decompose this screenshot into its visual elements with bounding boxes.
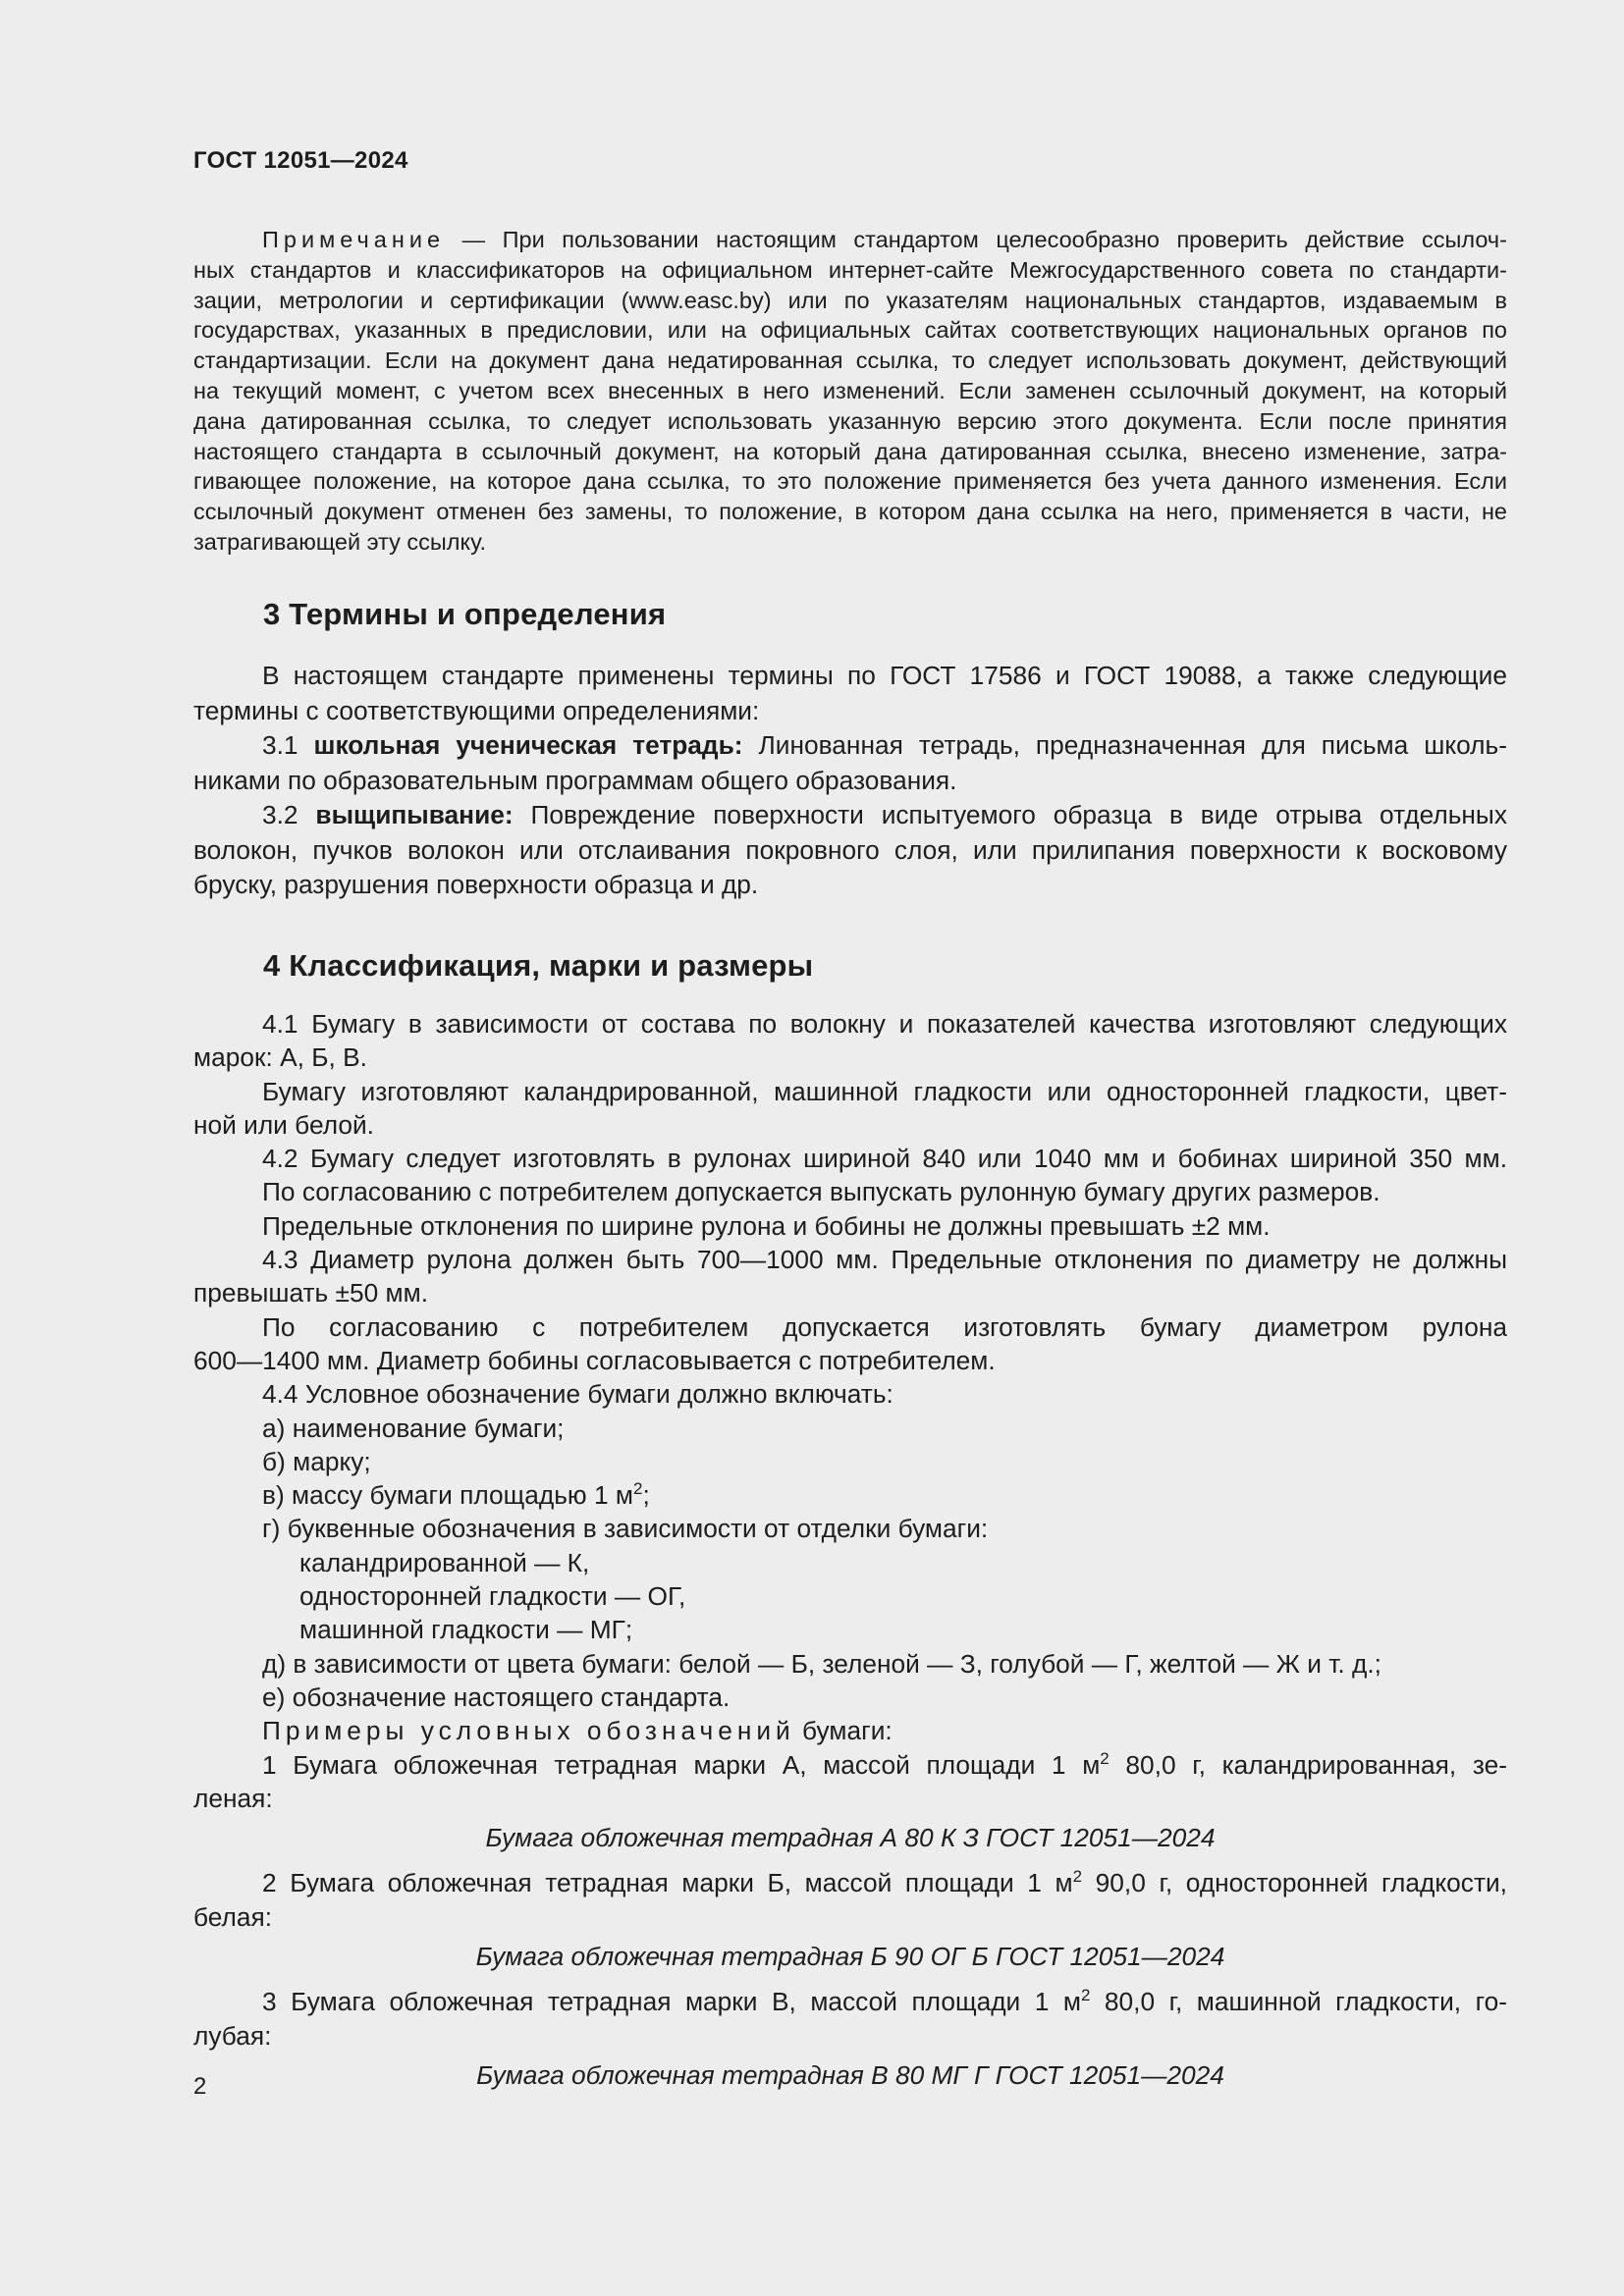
example-1: 1 Бумага обложечная тетрадная марки А, массой площади 1 $м^2$ 80,0 г, каландрированная, зе- [262,1748,1507,1780]
note-line: дана датированная ссылка, то следует использовать указанную версию этого документа. Если после принятия [193,407,1507,434]
term-name: выщипывание: [315,800,514,829]
paragraph-line: лубая: [193,2020,272,2051]
term-name: школьная ученическая тетрадь: [313,730,743,760]
section-4-body [193,1007,1507,2092]
paragraph-line: марок: А, Б, В. [193,1042,367,1073]
example-3-designation: Бумага обложечная тетрадная В 80 МГ Г ГОСТ 12051—2024 [476,2059,1224,2090]
list-item: д) в зависимости от цвета бумаги: белой — Б, зеленой — З, голубой — Г, желтой — Ж и т. д.; [262,1648,1381,1679]
section-3-heading: 3 Термины и определения [263,597,667,631]
paragraph-line: 4.2 Бумагу следует изготовлять в рулонах шириной 840 или 1040 мм и бобинах шириной 350 мм. [262,1144,1507,1174]
list-item: в) массу бумаги площадью 1 $м^2$; [262,1479,650,1511]
example-3: 3 Бумага обложечная тетрадная марки В, массой площади 1 $м^2$ 80,0 г, машинной гладкости, го- [262,1986,1507,2017]
paragraph-line: леная: [193,1783,273,1813]
examples-heading: Примеры условных обозначений бумаги: [262,1716,893,1746]
list-item: г) буквенные обозначения в зависимости от отделки бумаги: [262,1514,989,1544]
note-line: государствах, указанных в предисловии, или на официальных сайтах соответствующих национальных органов по [193,317,1507,344]
paragraph-line: превышать ±50 мм. [193,1278,429,1308]
note-label: Примечание [262,227,446,252]
paragraph-line: 4.3 Диаметр рулона должен быть 700—1000 мм. Предельные отклонения по диаметру не должны [262,1245,1507,1275]
note-block [193,225,1507,558]
note-line: ссылочный документ отменен без замены, то положение, в котором дана ссылка на него, применяется в части, не [193,499,1507,525]
paragraph-line: никами по образовательным программам общего образования. [193,765,957,795]
document-header: ГОСТ 12051—2024 [193,147,408,174]
note-line: гивающее положение, на которое дана ссылка, то это положение применяется без учета данного изменения. Если [193,468,1507,495]
paragraph-line: Предельные отклонения по ширине рулона и бобины не должны превышать ±2 мм. [262,1210,1271,1241]
section-3-body [193,659,1507,903]
list-item: а) наименование бумаги; [262,1413,565,1443]
paragraph-line: волокон, пучков волокон или отслаивания покровного слоя, или прилипания поверхности к восковому [193,834,1507,865]
paragraph-line: 600—1400 мм. Диаметр бобины согласовывается с потребителем. [193,1345,996,1375]
note-line: ных стандартов и классификаторов на официальном интернет-сайте Межгосударственного совета по стандарти- [193,256,1507,283]
note-line: на текущий момент, с учетом всех внесенных в него изменений. Если заменен ссылочный документ, на который [193,377,1507,403]
section-4-heading: 4 Классификация, марки и размеры [263,948,814,983]
paragraph-line: термины с соответствующими определениями: [193,695,760,725]
note-line: настоящего стандарта в ссылочный документ, на который дана датированная ссылка, внесено изменение, затра- [193,438,1507,464]
paragraph-line: 4.4 Условное обозначение бумаги должно включать: [262,1379,893,1410]
paragraph-line: бруску, разрушения поверхности образца и др. [193,870,759,899]
term-3-1: 3.1 школьная ученическая тетрадь: Линованная тетрадь, предназначенная для письма школь- [262,730,1507,760]
note-line: стандартизации. Если на документ дана недатированная ссылка, то следует использовать документ, действующий [193,347,1507,374]
paragraph-line: Бумагу изготовляют каландрированной, машинной гладкости или односторонней гладкости, цвет- [262,1076,1507,1106]
paragraph-line: 4.1 Бумагу в зависимости от состава по волокну и показателей качества изготовляют следующих [262,1009,1507,1039]
note-line: зации, метрологии и сертификации (www.easc.by) или по указателям национальных стандартов, издаваемым в [193,287,1507,313]
paragraph-line: ной или белой. [193,1109,374,1140]
example-1-designation: Бумага обложечная тетрадная А 80 К З ГОСТ 12051—2024 [485,1823,1216,1853]
paragraph-line: белая: [193,1901,273,1932]
paragraph-line: В настоящем стандарте применены термины по ГОСТ 17586 и ГОСТ 19088, а также следующие [262,661,1507,690]
sub-list-item: машинной гладкости — МГ; [299,1615,633,1645]
example-2-designation: Бумага обложечная тетрадная Б 90 ОГ Б ГОСТ 12051—2024 [475,1942,1225,1972]
paragraph-line: По согласованию с потребителем допускается выпускать рулонную бумагу других размеров. [262,1177,1380,1207]
paragraph-line: По согласованию с потребителем допускается изготовлять бумагу диаметром рулона [262,1311,1507,1342]
list-item: е) обозначение настоящего стандарта. [262,1682,731,1712]
note-line: Примечание — При пользовании настоящим стандартом целесообразно проверить действие ссылоч- [262,227,1507,252]
sub-list-item: каландрированной — К, [299,1547,590,1577]
example-2: 2 Бумага обложечная тетрадная марки Б, массой площади 1 $м^2$ 90,0 г, односторонней гладкости, [262,1867,1507,1898]
page-number: 2 [193,2073,207,2100]
term-3-2: 3.2 выщипывание: Повреждение поверхности испытуемого образца в виде отрыва отдельных [262,800,1507,829]
note-line: затрагивающей эту ссылку. [193,528,486,555]
list-item: б) марку; [262,1446,371,1476]
sub-list-item: односторонней гладкости — ОГ, [299,1581,686,1612]
